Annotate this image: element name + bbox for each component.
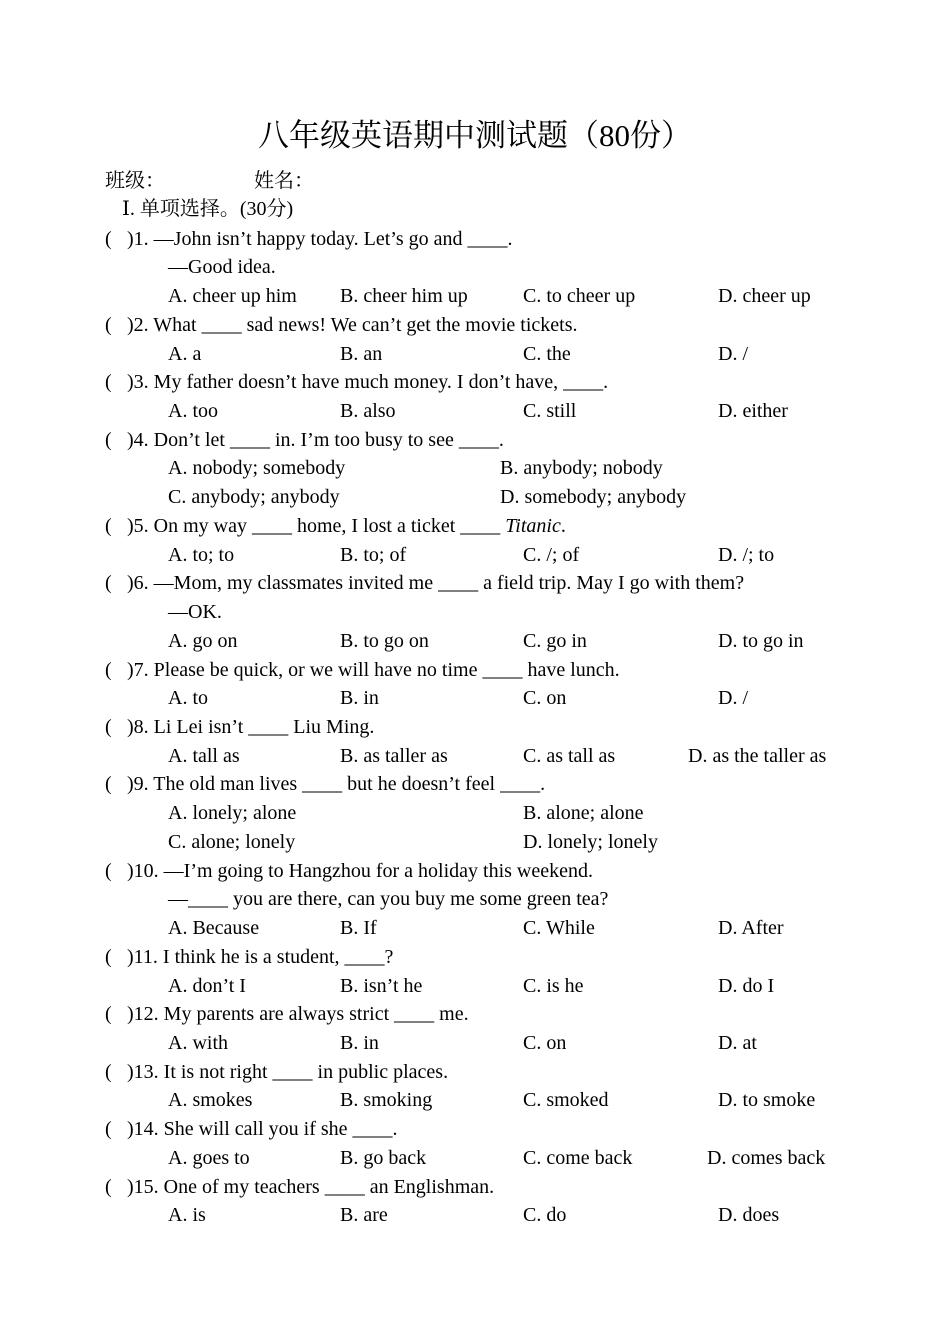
option-d: D. cheer up (718, 285, 811, 307)
option-b: B. anybody; nobody (500, 457, 663, 479)
option-d: D. to go in (718, 630, 804, 652)
option-c: C. on (523, 1032, 567, 1054)
option-b: B. as taller as (340, 745, 448, 767)
option-b: B. isn’t he (340, 975, 423, 997)
option-a: A. too (168, 400, 218, 422)
option-d: D. somebody; anybody (500, 486, 687, 508)
option-c: C. is he (523, 975, 584, 997)
option-b: B. are (340, 1204, 388, 1226)
question-10: ( )10. —I’m going to Hangzhou for a holiday this weekend. (105, 860, 594, 882)
question-15: ( )15. One of my teachers ____ an Englishman. (105, 1176, 495, 1198)
option-d: D. comes back (707, 1147, 826, 1169)
option-b: B. smoking (340, 1089, 433, 1111)
question-6-reply: —OK. (168, 601, 222, 623)
option-a: A. Because (168, 917, 260, 939)
option-c: C. come back (523, 1147, 633, 1169)
option-a: A. don’t I (168, 975, 246, 997)
option-a: A. tall as (168, 745, 240, 767)
question-4: ( )4. Don’t let ____ in. I’m too busy to see ____. (105, 429, 504, 451)
option-c: C. do (523, 1204, 567, 1226)
question-8: ( )8. Li Lei isn’t ____ Liu Ming. (105, 716, 375, 738)
option-d: D. / (718, 343, 748, 365)
movie-title: Titanic (505, 515, 561, 537)
question-5: ( )5. On my way ____ home, I lost a ticket ____ Titanic. (105, 515, 566, 537)
option-c: C. still (523, 400, 577, 422)
question-13: ( )13. It is not right ____ in public places. (105, 1061, 449, 1083)
option-b: B. in (340, 1032, 379, 1054)
option-d: D. After (718, 917, 784, 939)
question-1-reply: —Good idea. (168, 256, 276, 278)
option-c: C. the (523, 343, 571, 365)
name-label: 姓名： (254, 170, 314, 192)
question-12: ( )12. My parents are always strict ____ me. (105, 1003, 469, 1025)
option-d: D. to smoke (718, 1089, 816, 1111)
question-6: ( )6. —Mom, my classmates invited me ____ a field trip. May I go with them? (105, 572, 745, 594)
option-c: C. /; of (523, 544, 580, 566)
option-b: B. also (340, 400, 396, 422)
question-3: ( )3. My father doesn’t have much money. I don’t have, ____. (105, 371, 609, 393)
question-14: ( )14. She will call you if she ____. (105, 1118, 398, 1140)
question-1: ( )1. —John isn’t happy today. Let’s go and ____. (105, 228, 513, 250)
option-a: A. goes to (168, 1147, 250, 1169)
page-title: 八年级英语期中测试题（80份） (258, 118, 692, 153)
option-a: A. to; to (168, 544, 235, 566)
option-c: C. as tall as (523, 745, 616, 767)
option-a: A. a (168, 343, 202, 365)
option-c: C. on (523, 687, 567, 709)
option-b: B. cheer him up (340, 285, 468, 307)
option-a: A. is (168, 1204, 206, 1226)
option-d: D. lonely; lonely (523, 831, 658, 853)
question-7: ( )7. Please be quick, or we will have no time ____ have lunch. (105, 659, 620, 681)
option-c: C. smoked (523, 1089, 609, 1111)
option-d: D. at (718, 1032, 757, 1054)
question-2: ( )2. What ____ sad news! We can’t get the movie tickets. (105, 314, 578, 336)
question-9: ( )9. The old man lives ____ but he doesn’t feel ____. (105, 773, 546, 795)
option-a: A. go on (168, 630, 238, 652)
option-b: B. alone; alone (523, 802, 644, 824)
option-c: C. anybody; anybody (168, 486, 340, 508)
option-d: D. does (718, 1204, 780, 1226)
option-a: A. to (168, 687, 208, 709)
option-d: D. / (718, 687, 748, 709)
option-b: B. If (340, 917, 377, 939)
option-b: B. an (340, 343, 383, 365)
option-a: A. with (168, 1032, 228, 1054)
option-d: D. do I (718, 975, 775, 997)
option-a: A. smokes (168, 1089, 253, 1111)
option-d: D. /; to (718, 544, 775, 566)
option-d: D. either (718, 400, 788, 422)
option-c: C. to cheer up (523, 285, 636, 307)
option-b: B. to go on (340, 630, 429, 652)
section-title: Ⅰ. 单项选择。(30分) (122, 198, 294, 220)
option-a: A. cheer up him (168, 285, 297, 307)
class-label: 班级： (105, 170, 165, 192)
option-c: C. While (523, 917, 595, 939)
question-11: ( )11. I think he is a student, ____? (105, 946, 394, 968)
option-b: B. to; of (340, 544, 407, 566)
option-b: B. in (340, 687, 379, 709)
option-a: A. lonely; alone (168, 802, 297, 824)
question-10-reply: —____ you are there, can you buy me some green tea? (168, 888, 609, 910)
option-c: C. alone; lonely (168, 831, 296, 853)
option-c: C. go in (523, 630, 587, 652)
option-a: A. nobody; somebody (168, 457, 346, 479)
option-b: B. go back (340, 1147, 427, 1169)
option-d: D. as the taller as (688, 745, 827, 767)
